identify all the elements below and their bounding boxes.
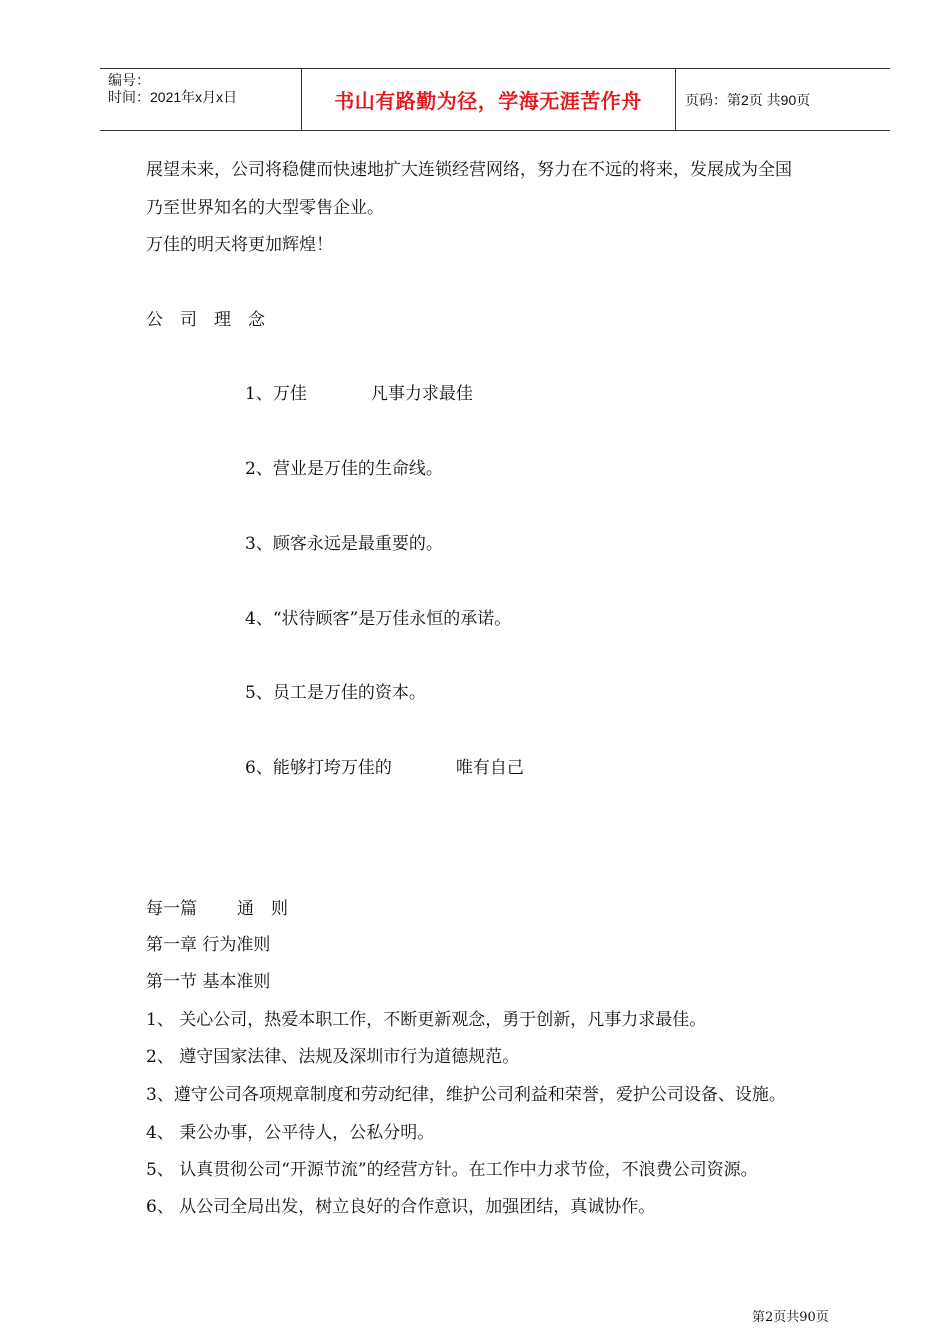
number-label: 编号：	[108, 72, 150, 88]
rule-item-5: 5、 认真贯彻公司“开源节流”的经营方针。在工作中力求节俭，不浪费公司资源。	[146, 1160, 758, 1180]
time-label: 时间：2021年x月x日	[108, 89, 238, 105]
philosophy-item-6-prefix: 6、能够打垮万佳的	[245, 758, 392, 778]
part-title-a: 每一篇	[146, 899, 197, 919]
header-page-cell	[676, 69, 890, 130]
rule-item-2: 2、 遵守国家法律、法规及深圳市行为道德规范。	[146, 1047, 520, 1067]
page-info: 页码：第2页 共90页	[685, 91, 811, 108]
chapter-title: 第一章 行为准则	[146, 935, 271, 955]
rule-item-4: 4、 秉公办事，公平待人，公私分明。	[146, 1123, 435, 1143]
philosophy-item-6-suffix: 唯有自己	[455, 758, 524, 778]
footer-page-number: 第2页共90页	[752, 1310, 829, 1325]
philosophy-item-1-prefix: 1、万佳	[245, 384, 307, 404]
philosophy-heading: 公 司 理 念	[146, 310, 265, 330]
rule-item-3: 3、遵守公司各项规章制度和劳动纪律，维护公司利益和荣誉，爱护公司设备、设施。	[146, 1085, 786, 1105]
part-title	[146, 898, 288, 920]
rule-item-6: 6、 从公司全局出发，树立良好的合作意识，加强团结，真诚协作。	[146, 1197, 656, 1217]
philosophy-item-2: 2、营业是万佳的生命线。	[245, 459, 443, 479]
philosophy-item-1	[245, 383, 473, 405]
philosophy-item-4: 4、“状待顾客”是万佳永恒的承诺。	[245, 609, 512, 629]
intro-line-1: 展望未来，公司将稳健而快速地扩大连锁经营网络，努力在不远的将来，发展成为全国	[146, 160, 792, 180]
header-left-cell	[100, 69, 302, 130]
header-motto-cell	[301, 69, 676, 130]
motto-text: 书山有路勤为径，学海无涯苦作舟	[334, 89, 642, 113]
intro-line-2: 乃至世界知名的大型零售企业。	[146, 198, 384, 218]
philosophy-item-3: 3、顾客永远是最重要的。	[245, 534, 443, 554]
page-header	[100, 68, 890, 131]
part-title-b: 通 则	[237, 899, 288, 919]
philosophy-item-1-suffix: 凡事力求最佳	[370, 384, 473, 404]
section-title: 第一节 基本准则	[146, 972, 271, 992]
philosophy-item-5: 5、员工是万佳的资本。	[245, 683, 426, 703]
rule-item-1: 1、 关心公司，热爱本职工作，不断更新观念，勇于创新，凡事力求最佳。	[146, 1010, 707, 1030]
intro-line-3: 万佳的明天将更加辉煌！	[146, 235, 333, 255]
philosophy-item-6	[245, 757, 524, 779]
